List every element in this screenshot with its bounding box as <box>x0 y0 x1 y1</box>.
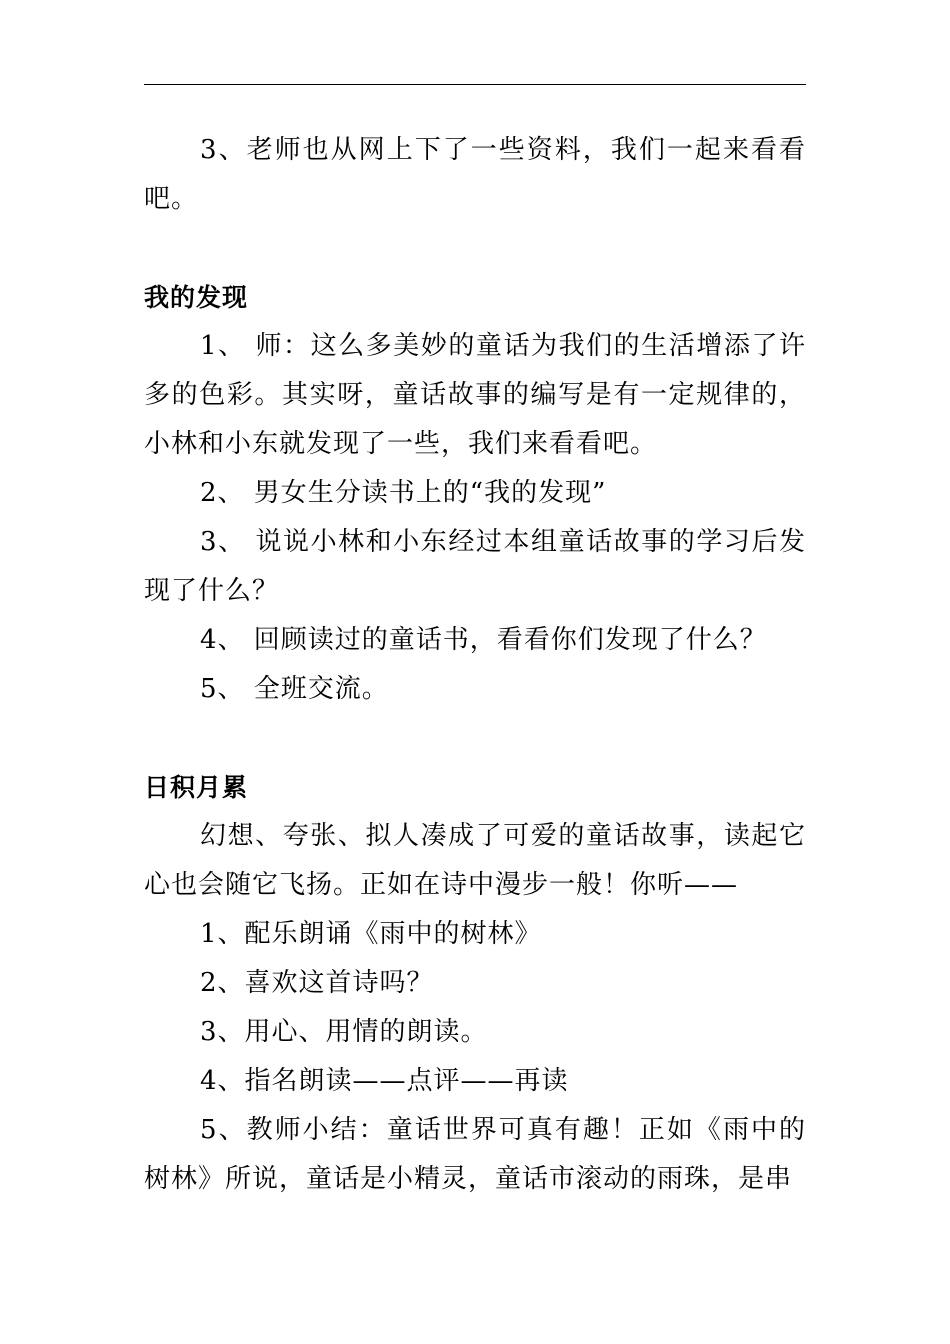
accumulation-item-4: 4、指名朗读——点评——再读 <box>200 1066 569 1096</box>
discovery-item-5: 5、 全班交流。 <box>200 674 389 704</box>
document-body <box>144 126 806 1204</box>
discovery-item-4: 4、 回顾读过的童话书，看看你们发现了什么？ <box>200 625 767 655</box>
accumulation-item-1: 1、配乐朗诵《雨中的树林》 <box>200 919 542 949</box>
accumulation-item-5: 5、教师小结：童话世界可真有趣！正如《雨中的树林》所说，童话是小精灵，童话市滚动的雨珠，是串 <box>144 1115 806 1194</box>
spacer <box>144 224 806 273</box>
header-rule <box>144 84 806 85</box>
accumulation-item-2: 2、喜欢这首诗吗？ <box>200 968 434 998</box>
accumulation-intro: 幻想、夸张、拟人凑成了可爱的童话故事，读起它心也会随它飞扬。正如在诗中漫步一般！你听—— <box>144 821 806 900</box>
discovery-item-2: 2、 男女生分读书上的“我的发现” <box>200 478 607 508</box>
discovery-item-1: 1、 师：这么多美妙的童话为我们的生活增添了许多的色彩。其实呀，童话故事的编写是有一定规律的，小林和小东就发现了一些，我们来看看吧。 <box>144 331 806 459</box>
section-heading-accumulation: 日积月累 <box>144 773 249 802</box>
section1-item-3: 3、老师也从网上下了一些资料，我们一起来看看吧。 <box>144 135 806 214</box>
spacer <box>144 714 806 763</box>
discovery-item-3: 3、 说说小林和小东经过本组童话故事的学习后发现了什么？ <box>144 527 806 606</box>
section-heading-discovery: 我的发现 <box>144 283 249 312</box>
accumulation-item-3: 3、用心、用情的朗读。 <box>200 1017 488 1047</box>
